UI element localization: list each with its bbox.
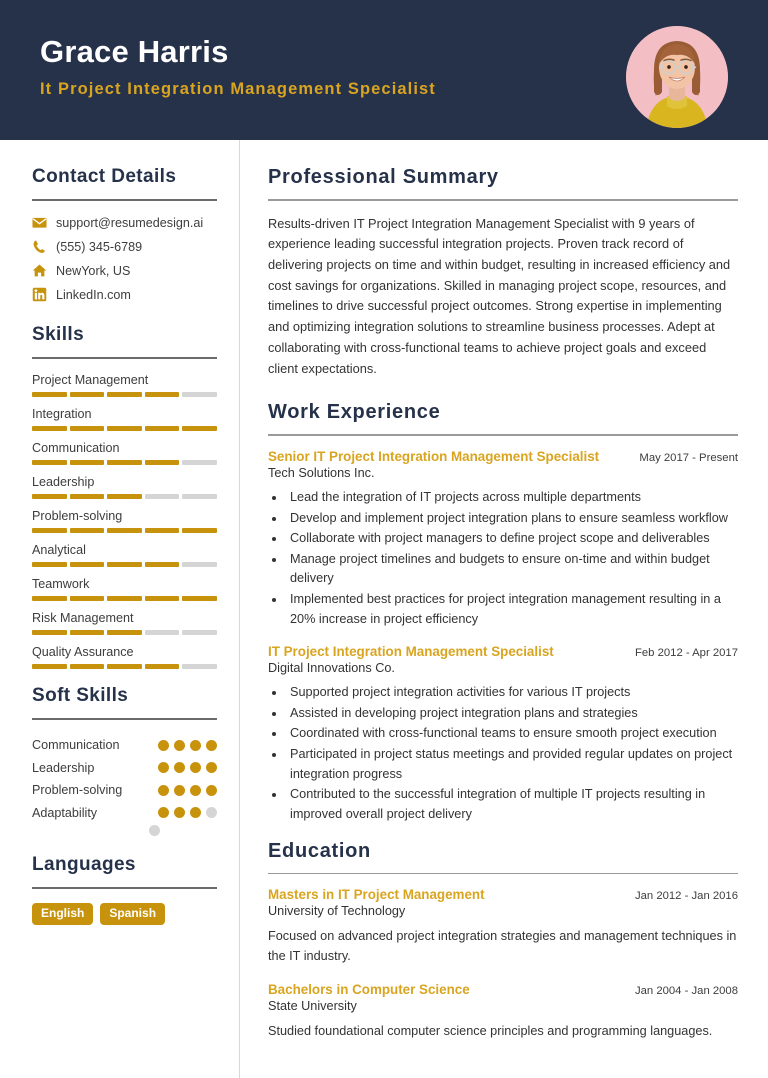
education-institution: State University: [268, 998, 357, 1013]
skill-bar-segment: [182, 664, 217, 669]
skill-item: [32, 373, 217, 397]
skill-bar-segment: [32, 630, 67, 635]
professional-summary-text: Results-driven IT Project Integration Management Specialist with 9 years of experience leading successful integration projects. Proven track record of delivering projects on time and within budget, resulting in increased efficiency and cost savings for organizations. Skilled in managing project scope, resources, and timelines to drive successful project outcomes. Strong expertise in implementing and optimizing integration solutions to streamline business processes. Adept at collaborating with cross-functional teams to achieve project goals and exceed client expectations.: [268, 215, 731, 376]
skill-label: Project Management: [32, 373, 149, 387]
rating-dot: [174, 740, 185, 751]
skill-item: [32, 645, 217, 669]
experience-bullet-list: [286, 488, 738, 629]
skill-bar-segment: [32, 494, 67, 499]
education-entry: [268, 982, 738, 1041]
contact-item-email[interactable]: [32, 215, 217, 230]
languages-section: [32, 854, 217, 925]
skill-bar-segment: [145, 426, 180, 431]
education-date-range: Jan 2004 - Jan 2008: [634, 984, 738, 997]
contact-item-linkedin[interactable]: [32, 287, 217, 302]
experience-bullet: • Implemented best practices for project integration management resulting in a 20% increase in project efficiency: [286, 590, 738, 629]
avatar-photo-icon: [626, 26, 728, 128]
main-column: [240, 140, 768, 1078]
education-description: Studied foundational computer science principles and programming languages.: [268, 1023, 713, 1038]
section-divider: [32, 357, 217, 359]
skill-bar-segment: [32, 460, 67, 465]
skill-bar-segment: [107, 494, 142, 499]
language-chip[interactable]: Spanish: [100, 903, 165, 925]
skill-bar-segment: [182, 392, 217, 397]
rating-dot: [206, 785, 217, 796]
skill-level-bar: [32, 426, 217, 431]
skill-label: Problem-solving: [32, 509, 123, 523]
skill-bar-segment: [182, 630, 217, 635]
skill-bar-segment: [32, 562, 67, 567]
rating-dot: [206, 762, 217, 773]
rating-dot: [158, 785, 169, 796]
skill-bar-segment: [107, 596, 142, 601]
skill-bar-segment: [107, 460, 142, 465]
skill-label: Quality Assurance: [32, 645, 134, 659]
skill-level-bar: [32, 392, 217, 397]
contact-details-heading: Contact Details: [32, 166, 177, 187]
skill-item: [32, 543, 217, 567]
skill-bar-segment: [182, 596, 217, 601]
soft-skill-label: Leadership: [32, 760, 95, 775]
skill-item: [32, 441, 217, 465]
skill-bar-segment: [145, 392, 180, 397]
rating-dot: [174, 785, 185, 796]
skill-bar-segment: [70, 494, 105, 499]
resume-header: [0, 0, 768, 140]
skill-bar-segment: [32, 664, 67, 669]
soft-skill-rating: [158, 807, 217, 818]
skill-label: Risk Management: [32, 611, 134, 625]
rating-dot: [158, 740, 169, 751]
skill-bar-segment: [145, 494, 180, 499]
soft-skill-item: [32, 757, 217, 780]
experience-company: Digital Innovations Co.: [268, 660, 395, 675]
skill-bar-segment: [145, 596, 180, 601]
skill-bar-segment: [182, 562, 217, 567]
skill-bar-segment: [70, 426, 105, 431]
skill-level-bar: [32, 528, 217, 533]
contact-location-value: NewYork, US: [56, 263, 131, 278]
skill-level-bar: [32, 562, 217, 567]
experience-job-title: IT Project Integration Management Specialist: [268, 643, 554, 659]
skill-label: Analytical: [32, 543, 86, 557]
skill-bar-segment: [70, 528, 105, 533]
skill-bar-segment: [107, 426, 142, 431]
rating-dot: [190, 740, 201, 751]
professional-summary-section: [268, 166, 738, 379]
skill-bar-segment: [145, 664, 180, 669]
experience-bullet: • Collaborate with project managers to define project scope and deliverables: [286, 529, 738, 548]
soft-skill-rating: [158, 762, 217, 773]
education-description: Focused on advanced project integration strategies and management techniques in the IT industry.: [268, 929, 737, 964]
section-divider: [268, 434, 738, 436]
skill-bar-segment: [70, 562, 105, 567]
experience-company: Tech Solutions Inc.: [268, 465, 375, 480]
avatar: [626, 26, 728, 128]
rating-dot: [158, 762, 169, 773]
skill-label: Communication: [32, 441, 120, 455]
skill-item: [32, 509, 217, 533]
header-text-block: [40, 30, 436, 99]
skill-bar-segment: [107, 664, 142, 669]
work-experience-heading: Work Experience: [268, 401, 441, 424]
soft-skill-label: Problem-solving: [32, 783, 123, 798]
skill-level-bar: [32, 596, 217, 601]
skill-bar-segment: [182, 528, 217, 533]
education-institution: University of Technology: [268, 904, 406, 919]
experience-job-title: Senior IT Project Integration Management Specialist: [268, 448, 600, 464]
skill-label: Integration: [32, 407, 92, 421]
experience-bullet: • Lead the integration of IT projects across multiple departments: [286, 488, 738, 507]
section-divider: [32, 199, 217, 201]
sidebar: [0, 140, 240, 1078]
soft-skill-label: Adaptability: [32, 805, 98, 820]
contact-phone-value: (555) 345-6789: [56, 239, 143, 254]
rating-dot: [206, 807, 217, 818]
language-chip[interactable]: English: [32, 903, 93, 925]
contact-email-value: support@resumedesign.ai: [56, 215, 204, 230]
skill-bar-segment: [107, 630, 142, 635]
skill-bar-segment: [70, 596, 105, 601]
education-degree: Bachelors in Computer Science: [268, 981, 470, 997]
experience-bullet: • Coordinated with cross-functional teams to ensure smooth project execution: [286, 724, 738, 743]
skill-bar-segment: [70, 630, 105, 635]
education-entry-header: [268, 887, 738, 902]
experience-bullet: • Participated in project status meetings and provided regular updates on project integration progress: [286, 745, 738, 784]
rating-dot: [206, 740, 217, 751]
experience-bullet-list: [286, 683, 738, 824]
experience-bullet: • Supported project integration activities for various IT projects: [286, 683, 738, 702]
work-experience-section: [268, 401, 738, 824]
skill-bar-segment: [182, 426, 217, 431]
soft-skill-label: Communication: [32, 738, 120, 753]
skill-bar-segment: [70, 392, 105, 397]
skill-bar-segment: [32, 426, 67, 431]
experience-entry-header: [268, 644, 738, 659]
experience-bullet: • Manage project timelines and budgets to ensure on-time and within budget delivery: [286, 550, 738, 589]
skills-list: [32, 373, 217, 669]
skill-label: Leadership: [32, 475, 95, 489]
soft-skills-section: [32, 685, 217, 836]
experience-bullet: • Assisted in developing project integration plans and strategies: [286, 704, 738, 723]
education-entry: [268, 887, 738, 966]
education-date-range: Jan 2012 - Jan 2016: [634, 890, 738, 903]
section-divider: [32, 887, 217, 889]
experience-date-range: May 2017 - Present: [639, 451, 738, 464]
soft-skill-item: [32, 779, 217, 802]
skill-bar-segment: [182, 494, 217, 499]
experience-bullet: • Develop and implement project integration plans to ensure seamless workflow: [286, 509, 738, 528]
professional-summary-heading: Professional Summary: [268, 166, 499, 188]
linkedin-icon: [32, 287, 47, 302]
soft-skill-item: [32, 802, 217, 825]
skills-heading: Skills: [32, 324, 85, 345]
skill-bar-segment: [32, 596, 67, 601]
candidate-job-title: It Project Integration Management Specialist: [40, 79, 436, 98]
rating-dot: [190, 785, 201, 796]
section-divider: [268, 873, 738, 875]
contact-linkedin-value: LinkedIn.com: [56, 287, 131, 302]
experience-entry-header: [268, 449, 738, 464]
skill-bar-segment: [182, 460, 217, 465]
skill-item: [32, 475, 217, 499]
education-degree: Masters in IT Project Management: [268, 887, 485, 903]
soft-skill-rating: [158, 785, 217, 796]
rating-dot: [158, 807, 169, 818]
rating-dot: [149, 825, 160, 836]
candidate-name: Grace Harris: [40, 34, 229, 69]
education-heading: Education: [268, 839, 371, 862]
skill-bar-segment: [145, 630, 180, 635]
rating-dot: [174, 807, 185, 818]
contact-item-phone[interactable]: [32, 239, 217, 254]
education-entry-header: [268, 982, 738, 997]
skill-level-bar: [32, 494, 217, 499]
skill-bar-segment: [107, 528, 142, 533]
skill-item: [32, 577, 217, 601]
skill-item: [32, 611, 217, 635]
languages-heading: Languages: [32, 854, 136, 875]
home-icon: [32, 263, 47, 278]
rating-dot: [190, 807, 201, 818]
contact-item-location[interactable]: [32, 263, 217, 278]
soft-skills-list: [32, 734, 217, 836]
soft-skill-rating: [158, 740, 217, 751]
section-divider: [32, 718, 217, 720]
phone-icon: [32, 239, 47, 254]
skill-level-bar: [32, 630, 217, 635]
contact-list: [32, 215, 217, 302]
skill-bar-segment: [107, 392, 142, 397]
skill-bar-segment: [145, 460, 180, 465]
skill-level-bar: [32, 460, 217, 465]
experience-entry: [268, 644, 738, 824]
skills-section: [32, 324, 217, 669]
experience-date-range: Feb 2012 - Apr 2017: [634, 646, 738, 659]
skill-label: Teamwork: [32, 577, 90, 591]
skill-item: [32, 407, 217, 431]
skill-bar-segment: [32, 392, 67, 397]
skill-bar-segment: [32, 528, 67, 533]
envelope-icon: [32, 215, 47, 230]
experience-bullet: • Contributed to the successful integration of multiple IT projects resulting in improved overall project delivery: [286, 785, 738, 824]
contact-details-section: [32, 166, 217, 302]
rating-dot: [174, 762, 185, 773]
skill-bar-segment: [145, 562, 180, 567]
languages-chip-list: [32, 903, 217, 925]
rating-dot: [190, 762, 201, 773]
skill-bar-segment: [107, 562, 142, 567]
skill-bar-segment: [70, 460, 105, 465]
education-list: [268, 887, 738, 1040]
resume-body: [0, 140, 768, 1078]
skill-level-bar: [32, 664, 217, 669]
skill-bar-segment: [70, 664, 105, 669]
experience-list: [268, 449, 738, 824]
education-section: [268, 840, 738, 1041]
soft-skill-rating-overflow: [32, 825, 217, 836]
soft-skill-item: [32, 734, 217, 757]
section-divider: [268, 199, 738, 201]
soft-skills-heading: Soft Skills: [32, 685, 129, 706]
skill-bar-segment: [145, 528, 180, 533]
experience-entry: [268, 449, 738, 629]
